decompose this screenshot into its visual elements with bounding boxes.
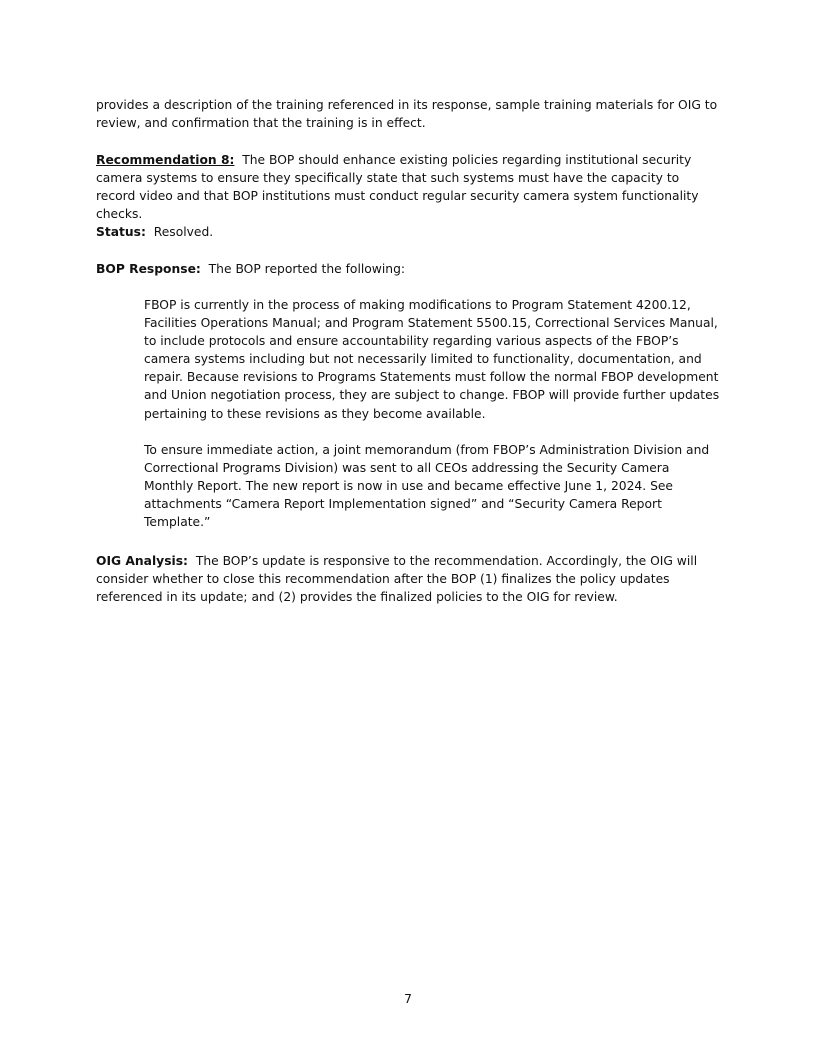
recommendation-label: Recommendation 8: — [96, 153, 235, 167]
continuation-paragraph: provides a description of the training referenced in its response, sample training materials for OIG to review, and confirmation that the training is in effect. — [96, 98, 718, 131]
bop-quote-paragraph: FBOP is currently in the process of making modifications to Program Statement 4200.12, Facilities Operations Manual; and Program Statement 5500.15, Correctional Services Manual, to include protocols and ensure accountability regarding various aspects of the FBOP’s camera systems including but not necessarily limited to functionality, documentation, and repair. Because revisions to Programs Statements must follow the normal FBOP development and Union negotiation process, they are subject to change. FBOP will provide further updates pertaining to these revisions as they become available. — [144, 298, 720, 421]
recommendation-paragraph — [96, 151, 720, 223]
page-number: 7 — [404, 992, 412, 1006]
status-label: Status: — [96, 225, 146, 239]
bop-quote-paragraph: To ensure immediate action, a joint memorandum (from FBOP’s Administration Division and Correctional Programs Division) was sent to all CEOs addressing the Security Camera Monthly Report. The new report is now in use and became effective June 1, 2024. See attachments “Camera Report Implementation signed” and “Security Camera Report Template.” — [144, 443, 710, 530]
status-text: Resolved. — [153, 225, 214, 239]
bop-response-text: The BOP reported the following: — [208, 262, 406, 276]
bop-response-paragraph — [96, 260, 720, 278]
oig-analysis-text: The BOP’s update is responsive to the recommendation. Accordingly, the OIG will consider whether to close this recommendation after the BOP (1) finalizes the policy updates referenced in its update; and (2) provides the finalized policies to the OIG for review. — [96, 554, 698, 605]
recommendation-text: The BOP should enhance existing policies regarding institutional security camera systems to ensure they specifically state that such systems must have the capacity to record video and that BOP institutions must conduct regular security camera system functionality checks. — [96, 153, 699, 222]
bop-response-label: BOP Response: — [96, 262, 201, 276]
status-paragraph — [96, 223, 720, 241]
oig-analysis-paragraph — [96, 552, 720, 606]
oig-analysis-label: OIG Analysis: — [96, 554, 188, 568]
